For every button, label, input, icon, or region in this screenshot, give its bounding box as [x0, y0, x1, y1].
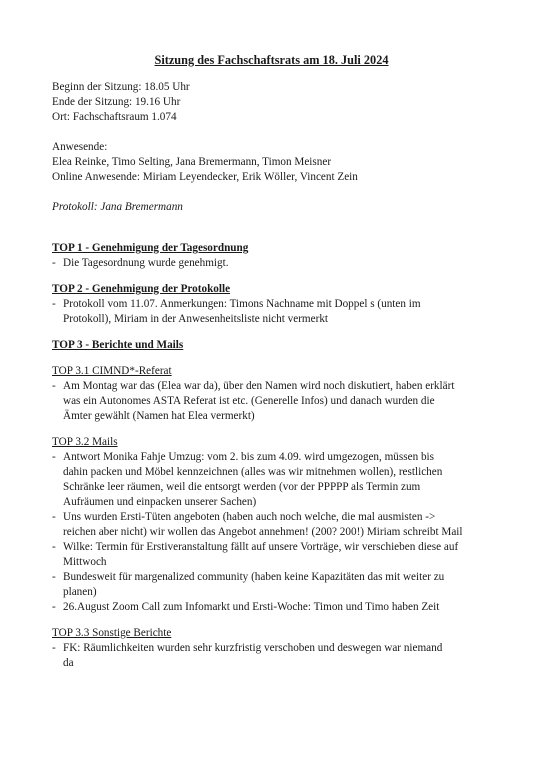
begin-time: Beginn der Sitzung: 18.05 Uhr [52, 81, 190, 93]
attendees-online: Online Anwesende: Miriam Leyendecker, Erik Wöller, Vincent Zein [52, 171, 358, 183]
list-item-line: - Uns wurden Ersti-Tüten angeboten (haben auch noch welche, die mal ausmisten -> [63, 511, 436, 523]
list-item [52, 600, 500, 615]
list-item [52, 540, 500, 570]
page-title: Sitzung des Fachschaftsrats am 18. Juli 2024 [154, 53, 389, 67]
top2-heading: TOP 2 - Genehmigung der Protokolle [52, 283, 231, 295]
end-time: Ende der Sitzung: 19.16 Uhr [52, 96, 181, 108]
top3-1-heading: TOP 3.1 CIMND*-Referat [52, 365, 172, 377]
attendees-present: Elea Reinke, Timo Selting, Jana Bremermann, Timon Meisner [52, 156, 332, 168]
list-item-line: dahin packen und Möbel kennzeichnen (alles was wir mitnehmen wollen), restlichen [63, 466, 443, 478]
location: Ort: Fachschaftsraum 1.074 [52, 111, 177, 123]
list-item [52, 297, 500, 327]
top3-3-heading: TOP 3.3 Sonstige Berichte [52, 627, 172, 639]
list-item-line: was ein Autonomes ASTA Referat ist etc. (Generelle Infos) und danach wurden die [63, 395, 435, 407]
top3-1-list [52, 379, 500, 424]
top3-heading: TOP 3 - Berichte und Mails [52, 339, 184, 351]
list-item-line: da [63, 657, 74, 669]
list-item-line: planen) [63, 586, 97, 598]
list-item [52, 641, 500, 671]
list-item-line: - Am Montag war das (Elea war da), über den Namen wird noch diskutiert, haben erklärt [63, 380, 455, 392]
list-item [52, 570, 500, 600]
list-item-line: Schränke leer räumen, weil die entsorgt werden (vor der PPPPP als Termin zum [63, 481, 421, 493]
list-item-line: Protokoll), Miriam in der Anwesenheitsliste nicht vermerkt [63, 313, 329, 325]
list-item-line: - 26.August Zoom Call zum Infomarkt und Ersti-Woche: Timon und Timo haben Zeit [63, 601, 440, 613]
list-item-line: - Bundesweit für margenalized community (haben keine Kapazitäten das mit weiter zu [63, 571, 445, 583]
list-item-line: Ämter gewählt (Namen hat Elea vermerkt) [63, 410, 255, 422]
document-body [52, 80, 500, 671]
attendance-label: Anwesende: [52, 141, 108, 153]
top3-2-list [52, 450, 500, 615]
list-item-line: - Wilke: Termin für Erstiveranstaltung fällt auf unsere Vorträge, wir verschieben diese auf [63, 541, 459, 553]
list-item [52, 379, 500, 424]
list-item-line: - FK: Räumlichkeiten wurden sehr kurzfristig verschoben und deswegen war niemand [63, 642, 443, 654]
protocol-author: Protokoll: Jana Bremermann [52, 201, 183, 213]
list-item [52, 450, 500, 510]
list-item [52, 510, 500, 540]
top1-list [52, 256, 500, 271]
top2-list [52, 297, 500, 327]
top3-3-list [52, 641, 500, 671]
list-item-line: Aufräumen und einpacken unserer Sachen) [63, 496, 257, 508]
list-item [52, 256, 500, 271]
list-item-line: - Antwort Monika Fahje Umzug: vom 2. bis zum 4.09. wird umgezogen, müssen bis [63, 451, 435, 463]
list-item-line: Mittwoch [63, 556, 107, 568]
list-item-line: - Protokoll vom 11.07. Anmerkungen: Timons Nachname mit Doppel s (unten im [63, 298, 421, 310]
list-item-line: - Die Tagesordnung wurde genehmigt. [63, 257, 229, 269]
list-item-line: reichen aber nicht) wir wollen das Angebot annehmen! (200? 200!) Miriam schreibt Mail [63, 526, 463, 538]
top1-heading: TOP 1 - Genehmigung der Tagesordnung [52, 242, 249, 254]
top3-2-heading: TOP 3.2 Mails [52, 436, 118, 448]
